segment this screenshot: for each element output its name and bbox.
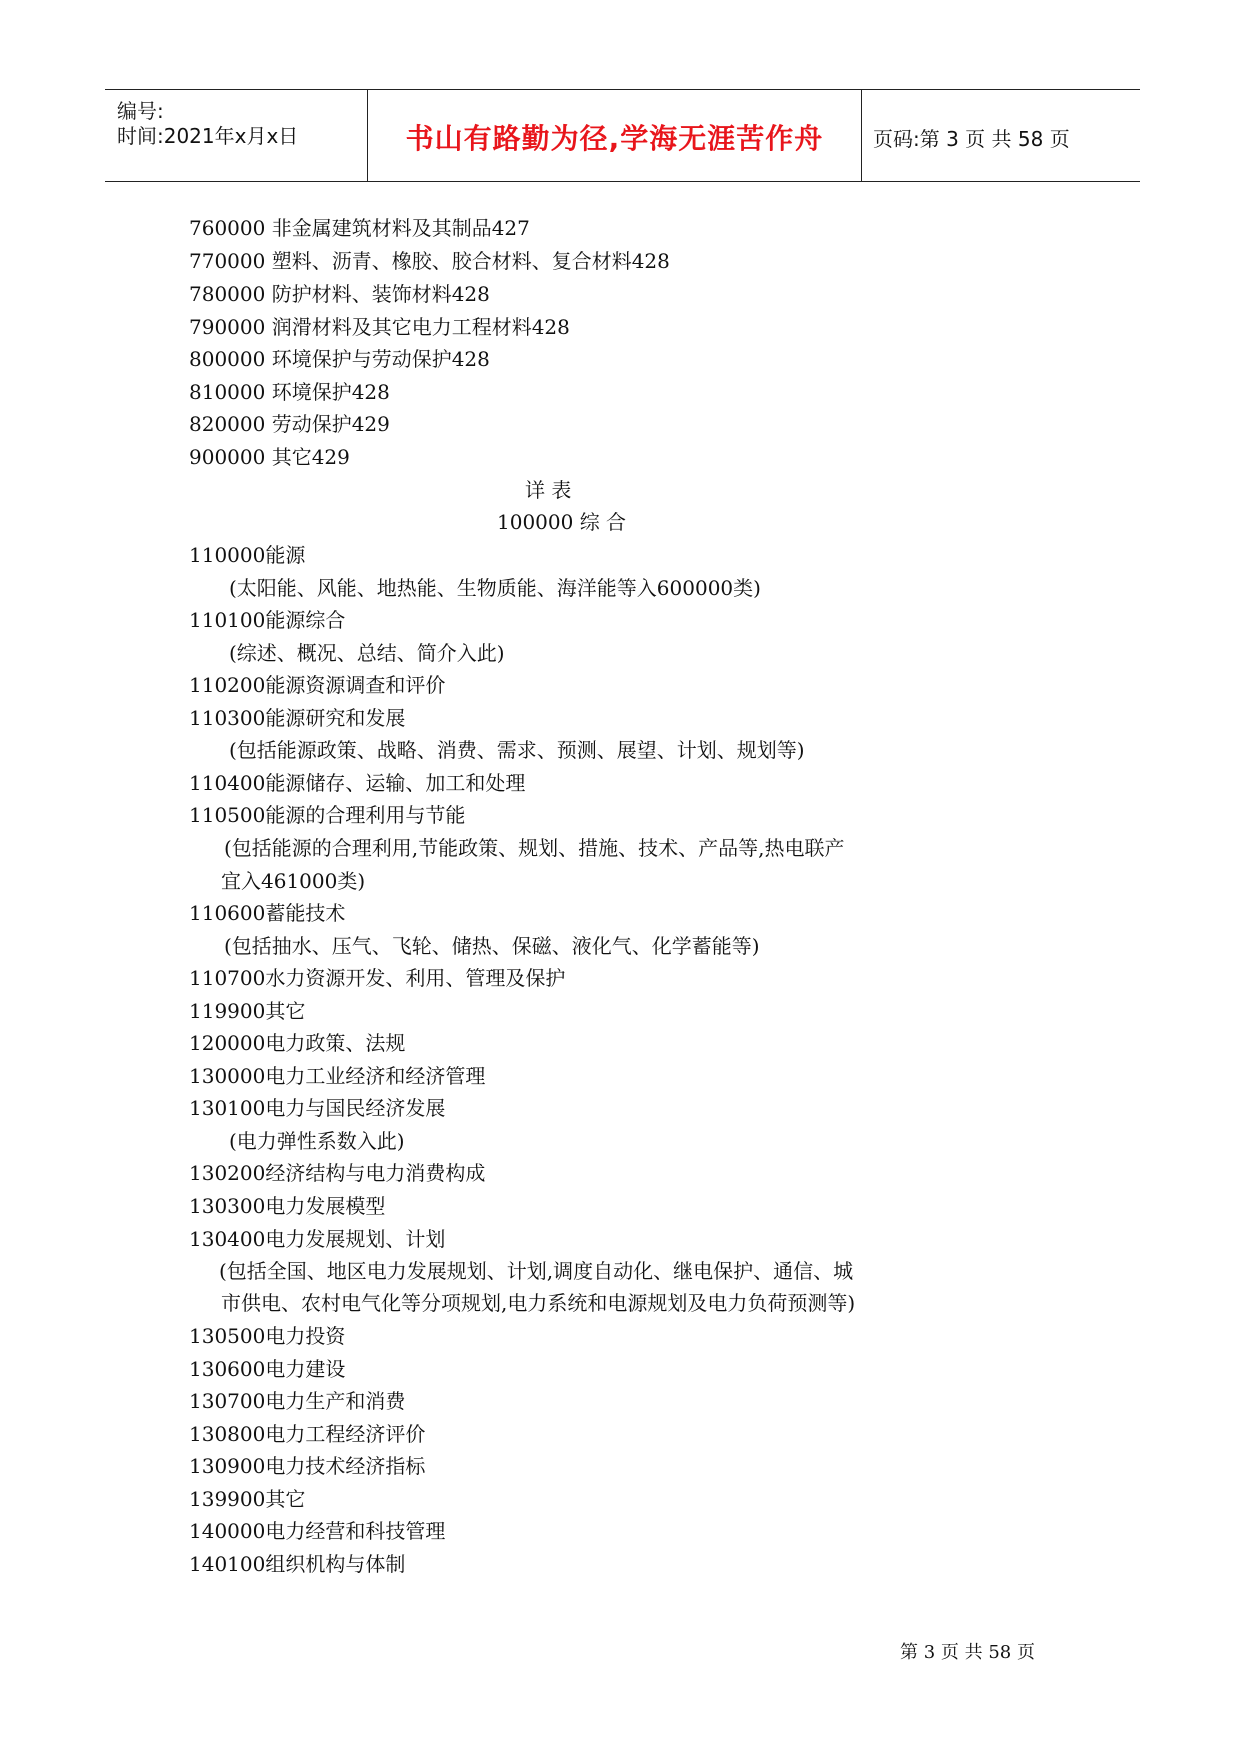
document-time-label: 时间:2021年x月x日 — [117, 124, 299, 148]
page-footer: 第 3 页 共 58 页 — [900, 1642, 1035, 1663]
body-note: (包括能源的合理利用,节能政策、规划、措施、技术、产品等,热电联产 — [224, 836, 845, 860]
body-line: 780000 防护材料、装饰材料428 — [189, 282, 490, 306]
body-note: 宜入461000类) — [221, 869, 366, 893]
body-note: (包括能源政策、战略、消费、需求、预测、展望、计划、规划等) — [229, 738, 805, 762]
body-note: (综述、概况、总结、简介入此) — [229, 641, 505, 665]
body-note: (包括全国、地区电力发展规划、计划,调度自动化、继电保护、通信、城 — [219, 1259, 854, 1283]
body-line: 119900其它 — [189, 999, 306, 1023]
body-line: 130700电力生产和消费 — [189, 1389, 406, 1413]
body-line: 130400电力发展规划、计划 — [189, 1227, 446, 1251]
body-note: 市供电、农村电气化等分项规划,电力系统和电源规划及电力负荷预测等) — [221, 1291, 856, 1315]
body-line: 110500能源的合理利用与节能 — [189, 803, 466, 827]
body-line: 110100能源综合 — [189, 608, 346, 632]
body-line: 130600电力建设 — [189, 1357, 346, 1381]
header-motto: 书山有路勤为径,学海无涯苦作舟 — [405, 122, 824, 155]
body-line: 130500电力投资 — [189, 1324, 346, 1348]
body-line: 120000电力政策、法规 — [189, 1031, 406, 1055]
body-line: 110000能源 — [189, 543, 306, 567]
body-line: 139900其它 — [189, 1487, 306, 1511]
document-number-label: 编号: — [117, 99, 164, 123]
body-line: 110400能源储存、运输、加工和处理 — [189, 771, 526, 795]
body-line: 130100电力与国民经济发展 — [189, 1096, 446, 1120]
body-line: 130900电力技术经济指标 — [189, 1454, 426, 1478]
body-line: 110200能源资源调查和评价 — [189, 673, 446, 697]
body-note: (太阳能、风能、地热能、生物质能、海洋能等入600000类) — [229, 576, 761, 600]
body-line: 130300电力发展模型 — [189, 1194, 386, 1218]
body-note: (包括抽水、压气、飞轮、储热、保磁、液化气、化学蓄能等) — [224, 934, 760, 958]
header-left-cell — [105, 90, 368, 181]
body-line: 140000电力经营和科技管理 — [189, 1519, 446, 1543]
body-line: 800000 环境保护与劳动保护428 — [189, 347, 490, 371]
section-heading: 详 表 — [525, 478, 572, 502]
body-line: 140100组织机构与体制 — [189, 1552, 406, 1576]
page-header — [105, 89, 1140, 182]
body-line: 790000 润滑材料及其它电力工程材料428 — [189, 315, 570, 339]
body-line: 130200经济结构与电力消费构成 — [189, 1161, 486, 1185]
body-line: 760000 非金属建筑材料及其制品427 — [189, 216, 530, 240]
body-line: 810000 环境保护428 — [189, 380, 390, 404]
header-middle-cell — [368, 90, 862, 181]
body-line: 130800电力工程经济评价 — [189, 1422, 426, 1446]
body-line: 770000 塑料、沥青、橡胶、胶合材料、复合材料428 — [189, 249, 670, 273]
header-right-cell — [862, 90, 1140, 181]
body-line: 820000 劳动保护429 — [189, 412, 390, 436]
body-line: 110700水力资源开发、利用、管理及保护 — [189, 966, 566, 990]
body-note: (电力弹性系数入此) — [229, 1129, 405, 1153]
body-line: 110300能源研究和发展 — [189, 706, 406, 730]
body-line: 900000 其它429 — [189, 445, 350, 469]
body-line: 110600蓄能技术 — [189, 901, 346, 925]
header-page-info: 页码:第 3 页 共 58 页 — [873, 127, 1070, 151]
body-line: 130000电力工业经济和经济管理 — [189, 1064, 486, 1088]
section-heading: 100000 综 合 — [497, 510, 627, 534]
